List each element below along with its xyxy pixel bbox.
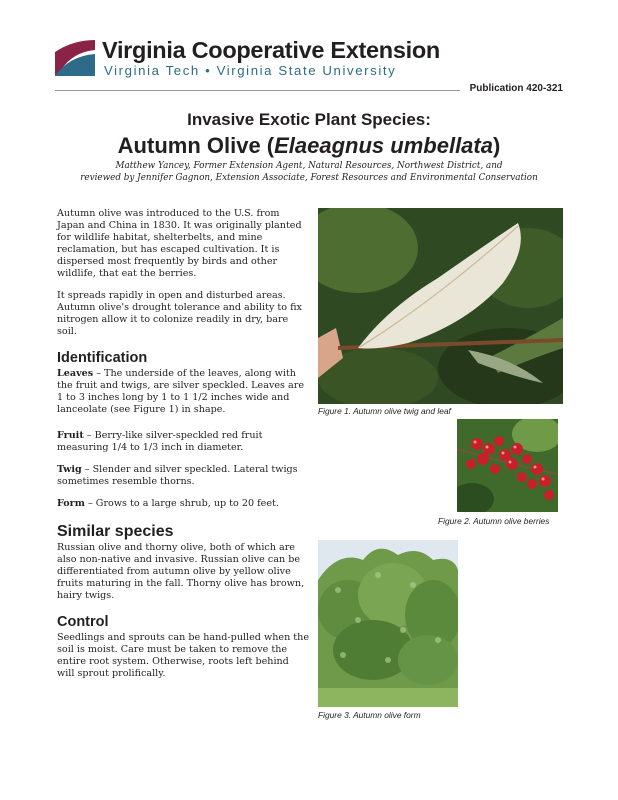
form-text: – Grows to a large shrub, up to 20 feet. <box>84 498 279 509</box>
control-paragraph: Seedlings and sprouts can be hand-pulled when the soil is moist. Care must be taken to remove the entire root system. Otherwise, roots left behind will sprout prolifically. <box>57 632 310 679</box>
figure-2-caption: Figure 2. Autumn olive berries <box>438 516 550 526</box>
fruit-paragraph <box>57 430 309 454</box>
form-label: Form <box>57 498 85 509</box>
figure-1-caption: Figure 1. Autumn olive twig and leaf <box>318 406 451 416</box>
intro-paragraph-2: It spreads rapidly in open and disturbed areas. Autumn olive's drought tolerance and ability to fix nitrogen allow it to colonize readily in dry, bare soil. <box>57 290 302 337</box>
publication-number: Publication 420-321 <box>469 83 563 94</box>
fruit-text: – Berry-like silver-speckled red fruit measuring 1/4 to 1/3 inch in diameter. <box>57 430 263 453</box>
identification-heading: Identification <box>57 350 148 366</box>
figure-3-photo <box>318 540 458 707</box>
twig-text: – Slender and silver speckled. Lateral twigs sometimes resemble thorns. <box>57 464 298 487</box>
twig-label: Twig <box>57 464 82 475</box>
page-title <box>0 133 618 159</box>
vce-logo-icon <box>55 40 95 76</box>
similar-species-heading: Similar species <box>57 523 174 540</box>
figure-1-photo <box>318 208 563 404</box>
org-name: Virginia Cooperative Extension <box>102 37 440 63</box>
control-heading: Control <box>57 614 109 630</box>
byline-line-1: Matthew Yancey, Former Extension Agent, Natural Resources, Northwest District, and <box>115 161 503 171</box>
figure-2-photo <box>457 419 558 512</box>
byline-line-2: reviewed by Jennifer Gagnon, Extension Associate, Forest Resources and Environmental Conservation <box>80 173 538 183</box>
similar-species-paragraph: Russian olive and thorny olive, both of which are also non-native and invasive. Russian olive can be differentiated from autumn olive by yellow olive fruits maturing in the fall. Thorny olive has brown, hairy twigs. <box>57 542 305 601</box>
leaves-text: – The underside of the leaves, along with the fruit and twigs, are silver speckled. Leaves are 1 to 3 inches long by 1 to 1 1/2 inches wide and lanceolate (see Figure 1) in shape. <box>57 368 305 415</box>
fruit-label: Fruit <box>57 430 84 441</box>
title-line-1: Invasive Exotic Plant Species: <box>187 110 431 129</box>
main-text-column <box>57 208 309 690</box>
twig-paragraph <box>57 464 309 488</box>
byline <box>0 160 618 184</box>
header-divider <box>55 90 460 91</box>
form-paragraph <box>57 498 309 510</box>
scientific-name: Elaeagnus umbellata <box>274 133 493 158</box>
leaves-label: Leaves <box>57 368 94 379</box>
intro-paragraph-1: Autumn olive was introduced to the U.S. from Japan and China in 1830. It was originally planted for wildlife habitat, shelterbelts, and mine reclamation, but has escaped cultivation. It is dispersed most frequently by birds and other wildlife, that eat the berries. <box>57 208 302 279</box>
title-close-paren: ) <box>492 133 501 158</box>
leaves-paragraph <box>57 368 309 416</box>
org-subtitle: Virginia Tech • Virginia State University <box>104 63 397 78</box>
common-name: Autumn Olive ( <box>117 133 275 158</box>
figure-3-caption: Figure 3. Autumn olive form <box>318 710 421 720</box>
